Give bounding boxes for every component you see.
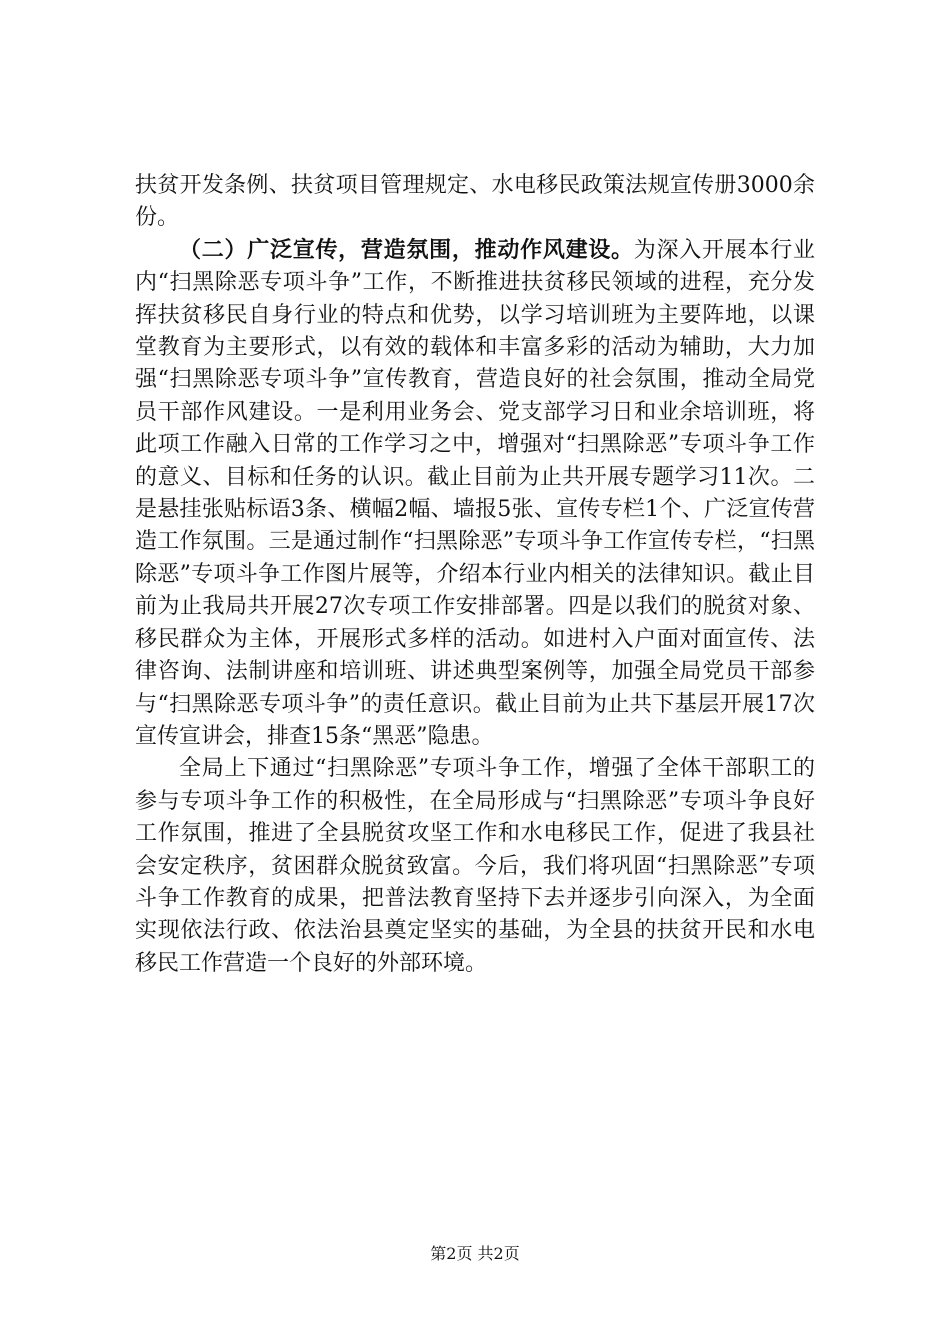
paragraph-continuation xyxy=(135,170,815,235)
paragraph-text: 为深入开展本行业内“扫黑除恶专项斗争”工作，不断推进扶贫移民领域的进程，充分发挥扶贫移民自身行业的特点和优势，以学习培训班为主要阵地，以课堂教育为主要形式，以有效的载体和丰富多彩的活动为辅助，大力加强“扫黑除恶专项斗争”宣传教育，营造良好的社会氛围，推动全局党员干部作风建设。一是利用业务会、党支部学习日和业余培训班，将此项工作融入日常的工作学习之中，增强对“扫黑除恶”专项斗争工作的意义、目标和任务的认识。截止目前为止共开展专题学习11次。二是悬挂张贴标语3条、横幅2幅、墙报5张、宣传专栏1个、广泛宣传营造工作氛围。三是通过制作“扫黑除恶”专项斗争工作宣传专栏，“扫黑除恶”专项斗争工作图片展等，介绍本行业内相关的法律知识。截止目前为止我局共开展27次专项工作安排部署。四是以我们的脱贫对象、移民群众为主体，开展形式多样的活动。如进村入户面对面宣传、法律咨询、法制讲座和培训班、讲述典型案例等，加强全局党员干部参与“扫黑除恶专项斗争”的责任意识。截止目前为止共下基层开展17次宣传宣讲会，排查15条“黑恶”隐患。 xyxy=(135,237,815,749)
page-number-label: 第2页 共2页 xyxy=(430,1244,520,1263)
paragraph-text: 扶贫开发条例、扶贫项目管理规定、水电移民政策法规宣传册3000余份。 xyxy=(135,173,815,231)
page-footer xyxy=(0,1243,950,1265)
document-body xyxy=(135,170,815,980)
paragraph-conclusion xyxy=(135,753,815,980)
paragraph-section-two xyxy=(135,235,815,754)
paragraph-text: 全局上下通过“扫黑除恶”专项斗争工作，增强了全体干部职工的参与专项斗争工作的积极性，在全局形成与“扫黑除恶”专项斗争良好工作氛围，推进了全县脱贫攻坚工作和水电移民工作，促进了我县社会安定秩序，贫困群众脱贫致富。今后，我们将巩固“扫黑除恶”专项斗争工作教育的成果，把普法教育坚持下去并逐步引向深入，为全面实现依法行政、依法治县奠定坚实的基础，为全县的扶贫开民和水电移民工作营造一个良好的外部环境。 xyxy=(135,756,815,976)
section-heading: （二）广泛宣传，营造氛围，推动作风建设。 xyxy=(179,237,634,263)
